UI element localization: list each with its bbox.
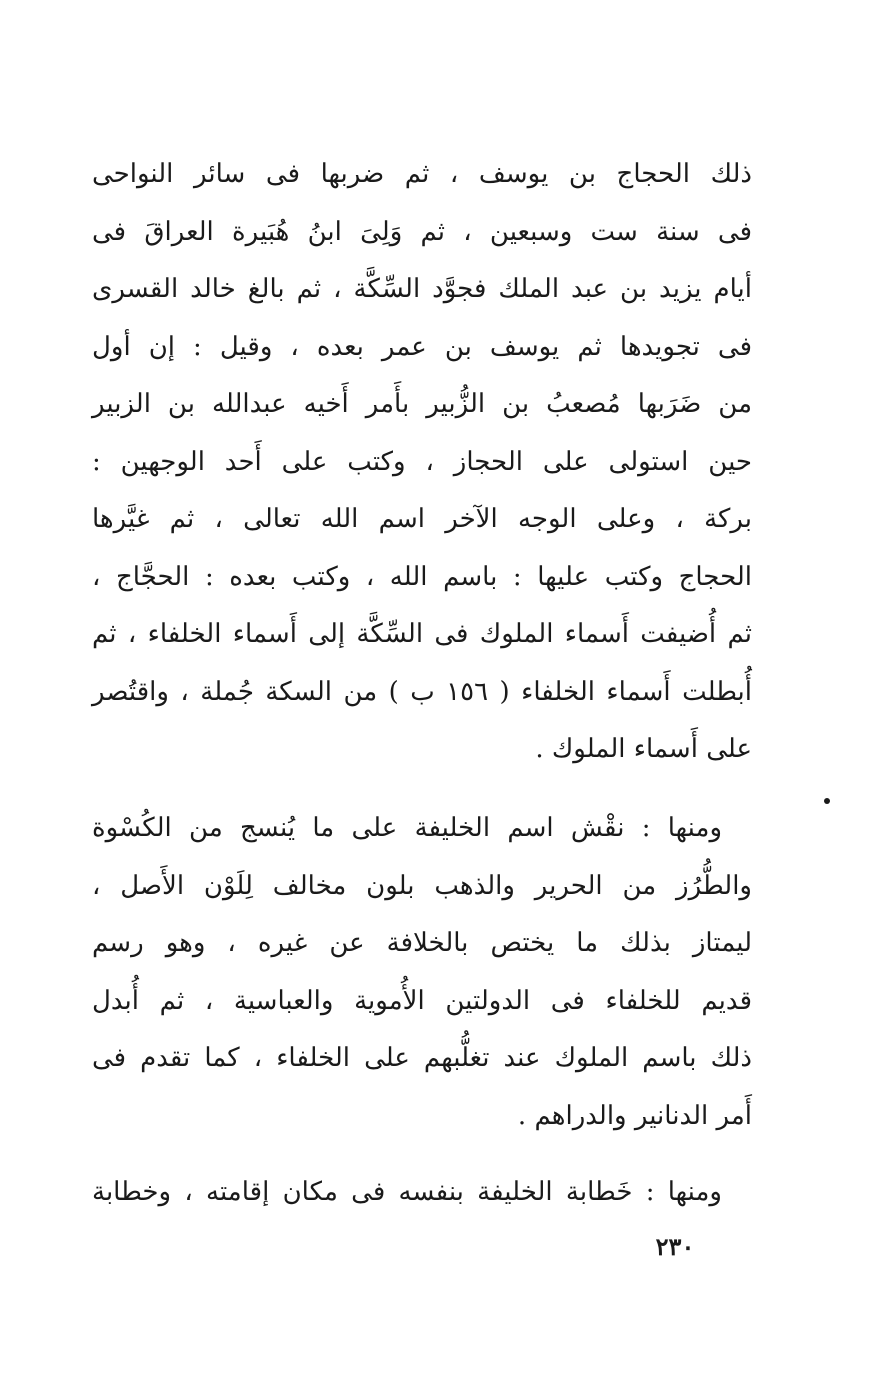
text-line: أيام يزيد بن عبد الملك فجوَّد السِّكَّة ، ثم بالغ خالد القسرى bbox=[92, 274, 752, 304]
text-line: من ضَرَبها مُصعبُ بن الزُّبير بأَمر أَخيه عبدالله بن الزبير bbox=[92, 389, 752, 419]
text-line: حين استولى على الحجاز ، وكتب على أَحد الوجهين : bbox=[92, 446, 752, 477]
text-line: أُبطلت أَسماء الخلفاء ( ١٥٦ ب ) من السكة جُملة ، واقتُصر bbox=[92, 676, 752, 707]
text-line: قديم للخلفاء فى الدولتين الأُموية والعباسية ، ثم أُبدل bbox=[92, 985, 752, 1016]
text-line: بركة ، وعلى الوجه الآخر اسم الله تعالى ، ثم غيَّرها bbox=[92, 504, 752, 534]
text-line: ثم أُضيفت أَسماء الملوك فى السِّكَّة إلى أَسماء الخلفاء ، ثم bbox=[92, 619, 752, 649]
paragraph-sermon bbox=[92, 1164, 752, 1222]
text-line: فى تجويدها ثم يوسف بن عمر بعده ، وقيل : إن أول bbox=[92, 331, 752, 362]
page-number: ٢٣٠ bbox=[655, 1232, 695, 1261]
paragraph-embroidery bbox=[92, 800, 752, 1145]
text-line: ومنها : نقْش اسم الخليفة على ما يُنسج من الكُسْوة bbox=[92, 813, 722, 843]
text-line: ذلك الحجاج بن يوسف ، ثم ضربها فى سائر النواحى bbox=[92, 159, 752, 189]
text-line: الحجاج وكتب عليها : باسم الله ، وكتب بعده : الحجَّاج ، bbox=[92, 561, 752, 592]
text-line: ذلك باسم الملوك عند تغلُّبهم على الخلفاء ، كما تقدم فى bbox=[92, 1043, 753, 1073]
text-line: أَمر الدنانير والدراهم . bbox=[517, 1100, 752, 1131]
text-line: ليمتاز بذلك ما يختص بالخلافة عن غيره ، وهو رسم bbox=[92, 928, 752, 958]
text-line: والطُّرُز من الحرير والذهب بلون مخالف لِلَوْن الأَصل ، bbox=[92, 870, 752, 901]
text-line: ومنها : خَطابة الخليفة بنفسه فى مكان إقامته ، وخطابة bbox=[92, 1177, 722, 1207]
text-line: فى سنة ست وسبعين ، ثم وَلِىَ ابنُ هُبَيرة العراقَ فى bbox=[92, 216, 752, 247]
paragraph-minting bbox=[92, 146, 752, 779]
margin-dot bbox=[824, 798, 830, 804]
text-line: على أَسماء الملوك . bbox=[535, 734, 752, 764]
